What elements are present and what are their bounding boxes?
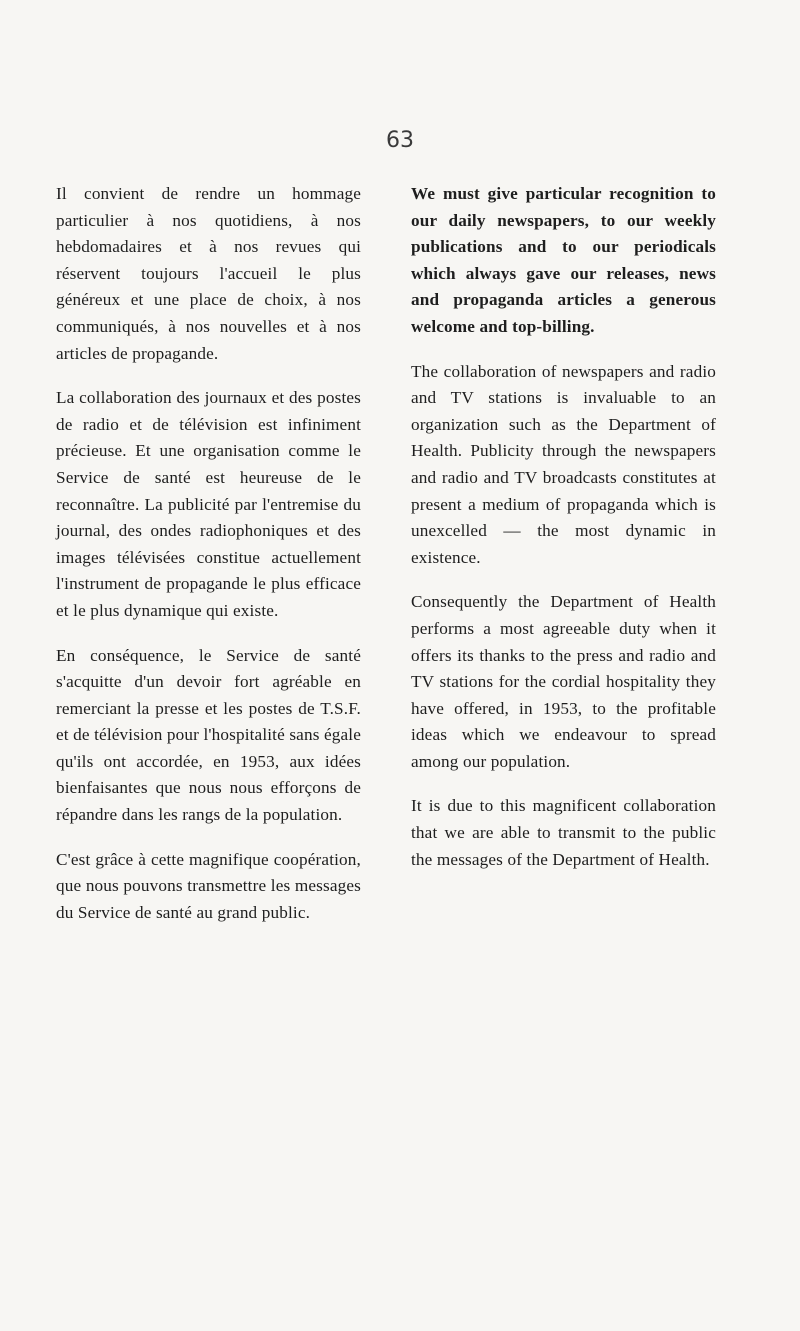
english-paragraph-1: We must give particular recognition to our daily newspapers, to our weekly publications and to our periodicals which always gave our releases, news and propaganda articles a generous welcome and top-billing. bbox=[411, 184, 716, 336]
english-column bbox=[411, 181, 716, 891]
english-paragraph-4: It is due to this magnificent collaboration that we are able to transmit to the public the messages of the Department of Health. bbox=[411, 796, 716, 869]
french-paragraph-4: C'est grâce à cette magnifique coopération, que nous pouvons transmettre les messages du Service de santé au grand public. bbox=[56, 849, 361, 922]
french-paragraph-2: La collaboration des journaux et des postes de radio et de télévision est infiniment précieuse. Et une organisation comme le Service de santé est heureuse de le reconnaître. La publicité par l'entremise du journal, des ondes radiophoniques et des images télévisées constitue actuellement l'instrument de propagande le plus efficace et le plus dynamique qui existe. bbox=[56, 388, 361, 620]
page-number: 63 bbox=[386, 128, 414, 153]
french-column bbox=[56, 181, 361, 944]
english-paragraph-2: The collaboration of newspapers and radio and TV stations is invaluable to an organization such as the Department of Health. Publicity through the newspapers and radio and TV broadcasts constitutes at present a medium of propaganda which is unexcelled — the most dynamic in existence. bbox=[411, 361, 716, 567]
french-paragraph-1: Il convient de rendre un hommage particulier à nos quotidiens, à nos hebdomadaires et à nos revues qui réservent toujours l'accueil le plus généreux et une place de choix, à nos communiqués, à nos nouvelles et à nos articles de propagande. bbox=[56, 184, 361, 363]
french-paragraph-3: En conséquence, le Service de santé s'acquitte d'un devoir fort agréable en remerciant la presse et les postes de T.S.F. et de télévision pour l'hospitalité sans égale qu'ils ont accordée, en 1953, aux idées bienfaisantes que nous nous efforçons de répandre dans les rangs de la population. bbox=[56, 645, 361, 825]
english-paragraph-3: Consequently the Department of Health performs a most agreeable duty when it offers its thanks to the press and radio and TV stations for the cordial hospitality they have offered, in 1953, to the profitable ideas which we endeavour to spread among our population. bbox=[411, 592, 716, 771]
